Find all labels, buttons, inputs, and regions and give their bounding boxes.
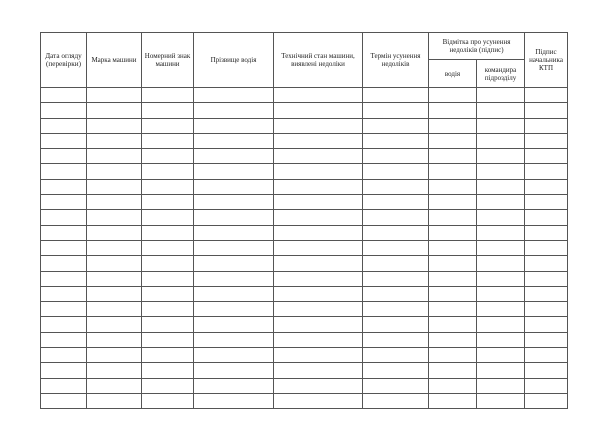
table-cell[interactable] [194, 225, 274, 240]
table-cell[interactable] [41, 271, 87, 286]
table-cell[interactable] [87, 271, 142, 286]
table-cell[interactable] [363, 317, 429, 332]
table-cell[interactable] [274, 88, 363, 103]
table-row [41, 302, 568, 317]
inspection-log-table [40, 32, 568, 409]
table-cell[interactable] [87, 164, 142, 179]
table-cell[interactable] [194, 210, 274, 225]
table-cell[interactable] [525, 88, 568, 103]
table-cell[interactable] [477, 378, 525, 393]
table-cell[interactable] [525, 133, 568, 148]
header-plate: Номерний знак машини [142, 33, 194, 88]
table-cell[interactable] [477, 149, 525, 164]
table-cell[interactable] [363, 103, 429, 118]
table-cell[interactable] [525, 378, 568, 393]
table-cell[interactable] [429, 378, 477, 393]
table-cell[interactable] [194, 348, 274, 363]
table-cell[interactable] [41, 240, 87, 255]
table-row [41, 378, 568, 393]
table-cell[interactable] [477, 271, 525, 286]
table-cell[interactable] [429, 240, 477, 255]
table-cell[interactable] [87, 363, 142, 378]
table-cell[interactable] [525, 302, 568, 317]
table-cell[interactable] [87, 149, 142, 164]
table-cell[interactable] [142, 256, 194, 271]
table-cell[interactable] [477, 103, 525, 118]
table-cell[interactable] [525, 332, 568, 347]
table-cell[interactable] [363, 210, 429, 225]
table-cell[interactable] [429, 149, 477, 164]
table-cell[interactable] [477, 88, 525, 103]
table-cell[interactable] [142, 164, 194, 179]
table-cell[interactable] [142, 393, 194, 408]
table-cell[interactable] [274, 378, 363, 393]
table-cell[interactable] [194, 256, 274, 271]
header-deadline: Термін усунення недоліків [363, 33, 429, 88]
table-cell[interactable] [142, 363, 194, 378]
table-cell[interactable] [87, 393, 142, 408]
table-cell[interactable] [363, 271, 429, 286]
table-cell[interactable] [142, 88, 194, 103]
table-cell[interactable] [525, 195, 568, 210]
table-cell[interactable] [477, 179, 525, 194]
table-cell[interactable] [429, 225, 477, 240]
table-cell[interactable] [87, 332, 142, 347]
header-date: Дата огляду (перевірки) [41, 33, 87, 88]
table-cell[interactable] [41, 103, 87, 118]
table-cell[interactable] [194, 133, 274, 148]
table-cell[interactable] [429, 103, 477, 118]
table-cell[interactable] [274, 240, 363, 255]
table-cell[interactable] [477, 256, 525, 271]
table-cell[interactable] [41, 210, 87, 225]
table-cell[interactable] [363, 302, 429, 317]
table-cell[interactable] [194, 317, 274, 332]
table-cell[interactable] [477, 118, 525, 133]
table-cell[interactable] [363, 164, 429, 179]
table-cell[interactable] [477, 225, 525, 240]
table-row [41, 332, 568, 347]
table-cell[interactable] [142, 225, 194, 240]
table-cell[interactable] [194, 164, 274, 179]
table-cell[interactable] [525, 164, 568, 179]
table-cell[interactable] [87, 195, 142, 210]
table-cell[interactable] [41, 378, 87, 393]
table-body [41, 88, 568, 409]
table-cell[interactable] [142, 149, 194, 164]
table-cell[interactable] [525, 348, 568, 363]
table-cell[interactable] [477, 393, 525, 408]
table-cell[interactable] [525, 103, 568, 118]
table-cell[interactable] [274, 363, 363, 378]
table-row [41, 271, 568, 286]
header-brand: Марка машини [87, 33, 142, 88]
table-cell[interactable] [363, 363, 429, 378]
table-cell[interactable] [41, 348, 87, 363]
table-row [41, 133, 568, 148]
table-cell[interactable] [363, 149, 429, 164]
header-driver-surname: Прізвище водія [194, 33, 274, 88]
table-cell[interactable] [363, 179, 429, 194]
table-cell[interactable] [363, 256, 429, 271]
table-cell[interactable] [363, 286, 429, 301]
table-cell[interactable] [363, 378, 429, 393]
table-cell[interactable] [525, 240, 568, 255]
table-cell[interactable] [274, 317, 363, 332]
table-cell[interactable] [429, 317, 477, 332]
table-cell[interactable] [194, 118, 274, 133]
table-cell[interactable] [525, 179, 568, 194]
table-cell[interactable] [525, 210, 568, 225]
table-cell[interactable] [142, 286, 194, 301]
table-cell[interactable] [41, 133, 87, 148]
table-cell[interactable] [363, 118, 429, 133]
table-cell[interactable] [274, 393, 363, 408]
table-cell[interactable] [429, 118, 477, 133]
table-cell[interactable] [477, 210, 525, 225]
table-row [41, 348, 568, 363]
table-cell[interactable] [477, 195, 525, 210]
table-cell[interactable] [477, 302, 525, 317]
table-cell[interactable] [142, 378, 194, 393]
table-cell[interactable] [363, 393, 429, 408]
table-cell[interactable] [87, 133, 142, 148]
table-cell[interactable] [363, 133, 429, 148]
table-cell[interactable] [429, 195, 477, 210]
table-cell[interactable] [525, 225, 568, 240]
table-cell[interactable] [142, 348, 194, 363]
table-cell[interactable] [429, 164, 477, 179]
table-cell[interactable] [477, 133, 525, 148]
table-cell[interactable] [274, 302, 363, 317]
table-cell[interactable] [41, 118, 87, 133]
header-mark-driver: водія [429, 60, 477, 88]
table-cell[interactable] [142, 133, 194, 148]
table-cell[interactable] [525, 118, 568, 133]
table-cell[interactable] [477, 286, 525, 301]
table-cell[interactable] [87, 103, 142, 118]
table-cell[interactable] [477, 317, 525, 332]
table-cell[interactable] [194, 302, 274, 317]
table-cell[interactable] [41, 225, 87, 240]
table-cell[interactable] [363, 348, 429, 363]
table-cell[interactable] [41, 393, 87, 408]
table-cell[interactable] [194, 149, 274, 164]
table-cell[interactable] [194, 378, 274, 393]
table-cell[interactable] [142, 210, 194, 225]
table-cell[interactable] [429, 286, 477, 301]
table-cell[interactable] [41, 164, 87, 179]
table-row [41, 256, 568, 271]
table-row [41, 103, 568, 118]
table-cell[interactable] [274, 210, 363, 225]
table-row [41, 225, 568, 240]
table-cell[interactable] [477, 332, 525, 347]
header-ktp-signature: Підпис начальника КТП [525, 33, 568, 88]
table-cell[interactable] [87, 378, 142, 393]
table-cell[interactable] [477, 164, 525, 179]
table-cell[interactable] [274, 149, 363, 164]
table-row [41, 195, 568, 210]
table-cell[interactable] [142, 332, 194, 347]
table-cell[interactable] [274, 225, 363, 240]
table-cell[interactable] [274, 332, 363, 347]
table-cell[interactable] [525, 317, 568, 332]
table-cell[interactable] [194, 332, 274, 347]
table-cell[interactable] [194, 103, 274, 118]
table-cell[interactable] [87, 118, 142, 133]
table-cell[interactable] [87, 302, 142, 317]
table-cell[interactable] [142, 118, 194, 133]
table-cell[interactable] [41, 317, 87, 332]
table-cell[interactable] [142, 240, 194, 255]
table-cell[interactable] [525, 393, 568, 408]
table-row [41, 240, 568, 255]
table-row [41, 363, 568, 378]
table-cell[interactable] [429, 393, 477, 408]
table-cell[interactable] [194, 240, 274, 255]
table-cell[interactable] [363, 88, 429, 103]
table-cell[interactable] [363, 240, 429, 255]
table-cell[interactable] [142, 103, 194, 118]
table-row [41, 149, 568, 164]
table-cell[interactable] [41, 286, 87, 301]
table-cell[interactable] [142, 317, 194, 332]
table-cell[interactable] [429, 88, 477, 103]
table-cell[interactable] [194, 363, 274, 378]
table-cell[interactable] [429, 256, 477, 271]
table-cell[interactable] [274, 195, 363, 210]
table-cell[interactable] [194, 271, 274, 286]
table-row [41, 317, 568, 332]
table-cell[interactable] [87, 348, 142, 363]
table-cell[interactable] [87, 225, 142, 240]
table-cell[interactable] [429, 179, 477, 194]
table-cell[interactable] [41, 179, 87, 194]
table-cell[interactable] [87, 256, 142, 271]
table-cell[interactable] [429, 271, 477, 286]
table-cell[interactable] [274, 133, 363, 148]
header-mark-commander: командира підрозділу [477, 60, 525, 88]
table-cell[interactable] [429, 133, 477, 148]
table-cell[interactable] [274, 179, 363, 194]
table-cell[interactable] [87, 240, 142, 255]
table-cell[interactable] [41, 363, 87, 378]
table-cell[interactable] [363, 225, 429, 240]
table-row [41, 164, 568, 179]
table-cell[interactable] [87, 286, 142, 301]
table-row [41, 88, 568, 103]
table-cell[interactable] [363, 332, 429, 347]
table-row [41, 286, 568, 301]
table-cell[interactable] [274, 164, 363, 179]
table-cell[interactable] [41, 149, 87, 164]
table-cell[interactable] [41, 195, 87, 210]
table-cell[interactable] [274, 286, 363, 301]
table-cell[interactable] [525, 363, 568, 378]
table-cell[interactable] [41, 256, 87, 271]
table-row [41, 179, 568, 194]
table-cell[interactable] [87, 88, 142, 103]
table-row [41, 210, 568, 225]
table-row [41, 393, 568, 408]
table-cell[interactable] [274, 271, 363, 286]
header-tech-state: Технічний стан машини, виявлені недоліки [274, 33, 363, 88]
table-cell[interactable] [142, 271, 194, 286]
table-cell[interactable] [429, 302, 477, 317]
table-cell[interactable] [477, 348, 525, 363]
header-mark-group: Відмітка про усунення недоліків (підпис) [429, 33, 525, 60]
table-cell[interactable] [194, 88, 274, 103]
table-cell[interactable] [142, 302, 194, 317]
table-cell[interactable] [194, 286, 274, 301]
table-cell[interactable] [87, 210, 142, 225]
table-cell[interactable] [429, 210, 477, 225]
table-cell[interactable] [429, 363, 477, 378]
table-cell[interactable] [87, 317, 142, 332]
table-cell[interactable] [363, 195, 429, 210]
table-cell[interactable] [477, 240, 525, 255]
table-cell[interactable] [41, 332, 87, 347]
table-cell[interactable] [41, 302, 87, 317]
table-cell[interactable] [525, 286, 568, 301]
table-cell[interactable] [274, 118, 363, 133]
table-cell[interactable] [194, 393, 274, 408]
table-cell[interactable] [477, 363, 525, 378]
table-cell[interactable] [274, 103, 363, 118]
table-cell[interactable] [525, 149, 568, 164]
table-cell[interactable] [194, 179, 274, 194]
table-cell[interactable] [142, 179, 194, 194]
table-cell[interactable] [274, 348, 363, 363]
table-cell[interactable] [41, 88, 87, 103]
table-cell[interactable] [142, 195, 194, 210]
table-cell[interactable] [429, 332, 477, 347]
table-row [41, 118, 568, 133]
table-cell[interactable] [87, 179, 142, 194]
table-cell[interactable] [525, 271, 568, 286]
table-cell[interactable] [429, 348, 477, 363]
table-cell[interactable] [525, 256, 568, 271]
table-cell[interactable] [194, 195, 274, 210]
table-cell[interactable] [274, 256, 363, 271]
